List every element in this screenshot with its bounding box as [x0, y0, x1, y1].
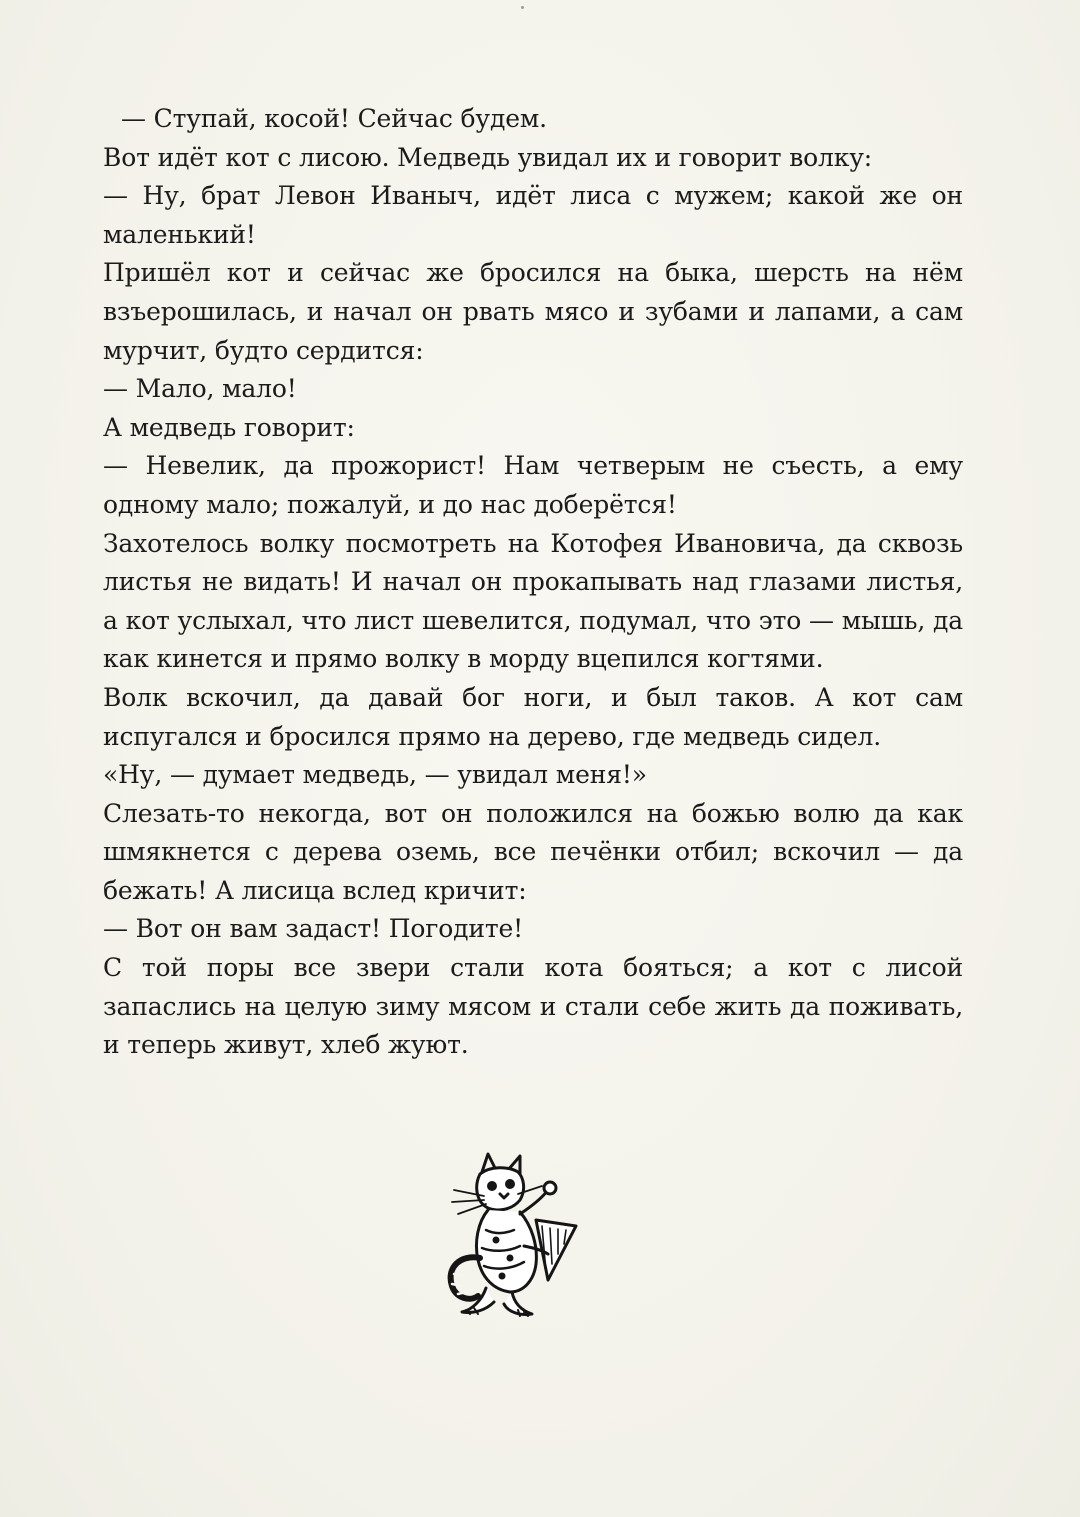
paragraph: Пришёл кот и сейчас же бросился на быка, шерсть на нём взъерошилась, и начал он рвать мясо и зубами и лапами, а сам мурчит, будто сердится:	[103, 258, 963, 365]
paragraph: Слезать-то некогда, вот он положился на божью волю да как шмякнется с дерева оземь, все печёнки отбил; вскочил — да бежать! А лисица вслед кричит:	[103, 798, 963, 905]
paragraph: Захотелось волку посмотреть на Котофея Ивановича, да сквозь листья не видать! И начал он прокапывать над глазами листья, а кот услыхал, что лист шевелится, подумал, что это — мышь, да как кинется и прямо волку в морду вцепился когтями.	[103, 528, 963, 674]
paragraph: Волк вскочил, да давай бог ноги, и был таков. А кот сам испугался и бросился прямо на дерево, где медведь сидел.	[103, 682, 963, 751]
story-text	[103, 100, 963, 1065]
paragraph: А медведь говорит:	[103, 412, 355, 442]
paragraph: — Мало, мало!	[103, 374, 297, 404]
paper-speck	[521, 6, 524, 9]
paragraph: Вот идёт кот с лисою. Медведь увидал их и говорит волку:	[103, 142, 873, 172]
paragraph: — Вот он вам задаст! Погодите!	[103, 914, 524, 944]
paragraph: — Невелик, да прожорист! Нам четверым не съесть, а ему одному мало; пожалуй, и до нас доберётся!	[103, 451, 963, 519]
paragraph: — Ну, брат Левон Иваныч, идёт лиса с мужем; какой же он маленький!	[103, 181, 963, 249]
paragraph: — Ступай, косой! Сейчас будем.	[121, 104, 547, 133]
paragraph: С той поры все звери стали кота бояться; а кот с лисой запаслись на целую зиму мясом и стали себе жить да поживать, и теперь живут, хлеб жуют.	[103, 953, 963, 1060]
cat-playing-harp-icon	[424, 1150, 590, 1320]
paragraph: «Ну, — думает медведь, — увидал меня!»	[103, 760, 647, 790]
